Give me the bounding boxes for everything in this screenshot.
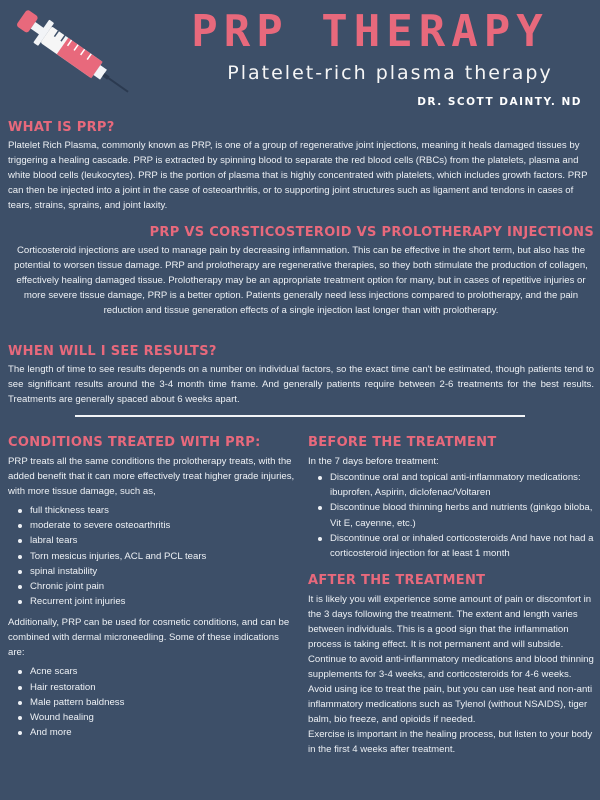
conditions-heading: CONDITIONS TREATED WITH PRP: [8, 435, 261, 450]
list-item: Torn mesicus injuries, ACL and PCL tears [18, 549, 298, 564]
after-paragraph: Exercise is important in the healing process, but listen to your body in the first 4 weeks after treatment. [308, 729, 593, 756]
what-is-prp-section [8, 120, 594, 213]
what-is-prp-body: Platelet Rich Plasma, commonly known as PRP, is one of a group of regenerative joint injections, meaning it heals damaged tissues by triggering a healing cascade. PRP is extracted by spinning blood to separate the red blood cells (RBCs) from the platelets, plasma and white blood cells (leukocytes). PRP is the portion of plasma that is highly concentrated with platelets, which includes growth factors. PRP can then be injected into a joint in the case of osteoarthritis, or to supporting joint structures such as ligament and tendons in cases of tears, strains, sprains, and joint laxity. [8, 140, 588, 211]
comparison-section [8, 225, 594, 318]
list-item: Discontinue oral or inhaled corticosteroids And have not had a corticosteroid injection for at least 1 month [318, 531, 598, 561]
after-heading: AFTER THE TREATMENT [308, 573, 486, 589]
before-after-section [308, 435, 598, 757]
results-body: The length of time to see results depends on a number on individual factors, so the exact time can't be estimated, though patients tend to see significant results around the 3-4 month time frame. And generally patients require between 2-6 treatments for the best results. Treatments are generally spaced about 6 weeks apart. [8, 364, 594, 405]
list-item: spinal instability [18, 564, 298, 579]
results-section [8, 344, 594, 407]
syringe-icon [4, 4, 144, 104]
list-item: Hair restoration [18, 680, 298, 695]
list-item: Recurrent joint injuries [18, 594, 298, 609]
list-item: full thickness tears [18, 503, 298, 518]
after-paragraph: Avoid using ice to treat the pain, but you can use heat and non-anti inflammatory medications such as Tylenol (without NSAIDS), tiger balm, bio freeze, and opioids if needed. [308, 684, 593, 726]
page-subtitle: Platelet-rich plasma therapy [227, 62, 553, 84]
list-item: Acne scars [18, 664, 298, 679]
header [0, 0, 600, 115]
results-heading: WHEN WILL I SEE RESULTS? [8, 344, 217, 359]
list-item: Wound healing [18, 710, 298, 725]
conditions-list [18, 503, 298, 609]
comparison-heading: PRP VS CORSTICOSTEROID VS PROLOTHERAPY INJECTIONS [149, 225, 594, 240]
before-heading: BEFORE THE TREATMENT [308, 435, 497, 450]
list-item: Male pattern baldness [18, 695, 298, 710]
after-paragraph: It is likely you will experience some amount of pain or discomfort in the 3 days following the treatment. The extent and length varies between individuals. This is a good sign that the inflammation process is taking effect. It is not permanent and will subside. [308, 594, 592, 651]
before-list [318, 470, 598, 561]
list-item: Discontinue blood thinning herbs and nutrients (ginkgo biloba, Vit E, cayenne, etc.) [318, 500, 598, 530]
what-is-prp-heading: WHAT IS PRP? [8, 120, 115, 135]
list-item: And more [18, 725, 298, 740]
before-intro: In the 7 days before treatment: [308, 456, 439, 467]
list-item: moderate to severe osteoarthritis [18, 518, 298, 533]
list-item: Chronic joint pain [18, 579, 298, 594]
conditions-section [8, 435, 298, 746]
section-divider [75, 415, 525, 417]
author-name: DR. SCOTT DAINTY. ND [417, 96, 582, 108]
list-item: Discontinue oral and topical anti-inflammatory medications: ibuprofen, Aspirin, diclofenac/Voltaren [318, 470, 598, 500]
comparison-body: Corticosteroid injections are used to manage pain by decreasing inflammation. This can be effective in the short term, but also has the potential to worsen tissue damage. PRP and prolotherapy are regenerative therapies, so they both stimulate the production of collagen, effectively healing damaged tissue. Prolotherapy may be an appropriate treatment option for many, but in cases of repetitive injuries or more severe tissue damage, PRP is a better option. Patients generally need less injections compared to prolotherapy, and the pain reduction and tissue generation effects of a single injection last longer than with prolotherapy. [14, 245, 588, 316]
list-item: labral tears [18, 533, 298, 548]
cosmetic-list [18, 664, 298, 740]
conditions-intro: PRP treats all the same conditions the prolotherapy treats, with the added benefit that it can more effectively treat higher grade injuries, with more tissue damage, such as, [8, 456, 295, 497]
after-paragraph: Continue to avoid anti-inflammatory medications and blood thinning supplements for 3-4 weeks, and corticosteroids for 4-6 weeks. [308, 654, 594, 681]
page-title: PRP THERAPY [191, 6, 549, 57]
cosmetic-intro: Additionally, PRP can be used for cosmetic conditions, and can be combined with dermal microneedling. Some of these indications are: [8, 617, 290, 659]
